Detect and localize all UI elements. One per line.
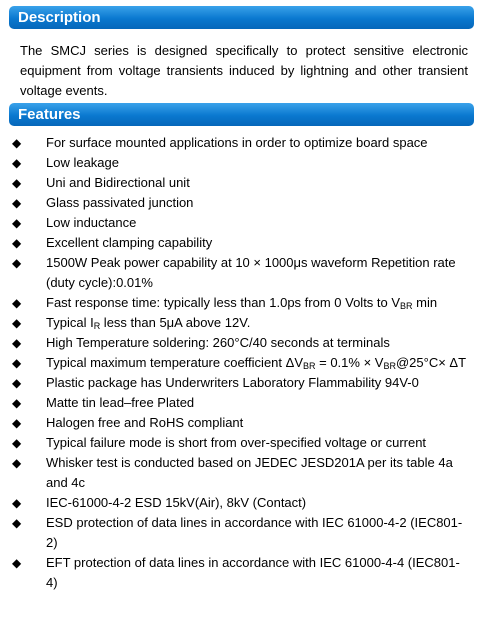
feature-item	[0, 393, 479, 413]
feature-text: Matte tin lead–free Plated	[46, 395, 195, 410]
feature-item	[0, 193, 479, 213]
feature-text: EFT protection of data lines in accordance with IEC 61000-4-4 (IEC801-4)	[46, 555, 460, 590]
feature-item	[0, 373, 479, 393]
feature-text: High Temperature soldering: 260°C/40 seconds at terminals	[46, 335, 390, 350]
diamond-bullet-icon: ◆	[12, 256, 22, 270]
feature-text: Uni and Bidirectional unit	[46, 175, 190, 190]
diamond-bullet-icon: ◆	[12, 316, 22, 330]
feature-text: Excellent clamping capability	[46, 235, 213, 250]
feature-item	[0, 173, 479, 193]
feature-item	[0, 133, 479, 153]
features-heading: Features	[18, 106, 81, 123]
diamond-bullet-icon: ◆	[12, 416, 22, 430]
feature-text: Typical $I_R$ less than 5μA above 12V.	[46, 315, 251, 331]
feature-text: 1500W Peak power capability at 10 × 1000μs waveform Repetition rate (duty cycle):0.01%	[46, 255, 456, 290]
description-text: The SMCJ series is designed specifically to protect sensitive electronic equipment from voltage transients induced by lightning and other transient voltage events.	[20, 43, 468, 98]
feature-item	[0, 433, 479, 453]
diamond-bullet-icon: ◆	[12, 196, 22, 210]
feature-text: Plastic package has Underwriters Laboratory Flammability 94V-0	[46, 375, 419, 390]
diamond-bullet-icon: ◆	[12, 336, 22, 350]
diamond-bullet-icon: ◆	[12, 296, 22, 310]
diamond-bullet-icon: ◆	[12, 136, 22, 150]
feature-item	[0, 333, 479, 353]
feature-text: Glass passivated junction	[46, 195, 194, 210]
feature-item	[0, 213, 479, 233]
feature-text: Halogen free and RoHS compliant	[46, 415, 244, 430]
feature-text: For surface mounted applications in order to optimize board space	[46, 135, 428, 150]
feature-text: Typical failure mode is short from over-specified voltage or current	[46, 435, 427, 450]
diamond-bullet-icon: ◆	[12, 436, 22, 450]
feature-item	[0, 493, 479, 513]
diamond-bullet-icon: ◆	[12, 156, 22, 170]
feature-text: Whisker test is conducted based on JEDEC JESD201A per its table 4a and 4c	[46, 455, 453, 490]
description-heading: Description	[18, 9, 101, 26]
feature-item	[0, 513, 479, 553]
feature-item	[0, 153, 479, 173]
diamond-bullet-icon: ◆	[12, 516, 22, 530]
diamond-bullet-icon: ◆	[12, 396, 22, 410]
feature-item	[0, 453, 479, 493]
feature-text: Low inductance	[46, 215, 137, 230]
feature-text: Fast response time: typically less than 1.0ps from 0 Volts to $V_{BR}$ min	[46, 295, 438, 311]
feature-item	[0, 353, 479, 373]
feature-item	[0, 553, 479, 593]
diamond-bullet-icon: ◆	[12, 216, 22, 230]
feature-item	[0, 253, 479, 293]
diamond-bullet-icon: ◆	[12, 376, 22, 390]
feature-text: Typical maximum temperature coefficient $\Delta V_{BR} = 0.1\%$ × $V_{BR}@25^\circ C\times \Delta T$	[46, 355, 467, 371]
feature-item	[0, 233, 479, 253]
features-heading-bar	[9, 103, 474, 126]
diamond-bullet-icon: ◆	[12, 456, 22, 470]
feature-item	[0, 293, 479, 313]
feature-item	[0, 313, 479, 333]
description-heading-bar	[9, 6, 474, 29]
feature-text: Low leakage	[46, 155, 119, 170]
feature-text: IEC-61000-4-2 ESD 15kV(Air), 8kV (Contact)	[46, 495, 307, 510]
diamond-bullet-icon: ◆	[12, 496, 22, 510]
diamond-bullet-icon: ◆	[12, 176, 22, 190]
feature-item	[0, 413, 479, 433]
features-list	[0, 133, 479, 593]
diamond-bullet-icon: ◆	[12, 236, 22, 250]
diamond-bullet-icon: ◆	[12, 356, 22, 370]
diamond-bullet-icon: ◆	[12, 556, 22, 570]
feature-text: ESD protection of data lines in accordance with IEC 61000-4-2 (IEC801-2)	[46, 515, 463, 550]
